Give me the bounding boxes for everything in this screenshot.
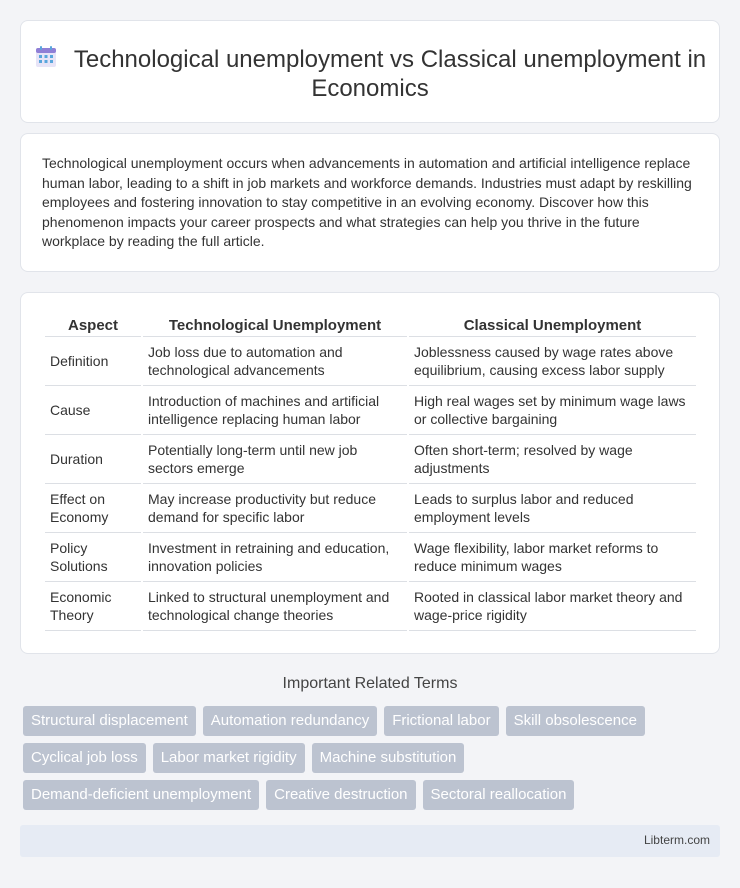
- cell-technological: Job loss due to automation and technological advancements: [143, 337, 407, 386]
- cell-aspect: Cause: [45, 386, 141, 435]
- calendar-icon: [34, 45, 58, 69]
- tag-frictional-labor[interactable]: Frictional labor: [384, 706, 498, 736]
- cell-classical: Rooted in classical labor market theory and wage-price rigidity: [409, 582, 696, 631]
- table-header-row: [45, 316, 696, 337]
- cell-aspect: Policy Solutions: [45, 533, 141, 582]
- table-row: [45, 533, 696, 582]
- cell-technological: Linked to structural unemployment and technological change theories: [143, 582, 407, 631]
- table-row: [45, 337, 696, 386]
- cell-technological: Introduction of machines and artificial intelligence replacing human labor: [143, 386, 407, 435]
- cell-classical: Joblessness caused by wage rates above equilibrium, causing excess labor supply: [409, 337, 696, 386]
- tag-row: [23, 780, 703, 810]
- table-row: [45, 386, 696, 435]
- cell-classical: Wage flexibility, labor market reforms to reduce minimum wages: [409, 533, 696, 582]
- cell-technological: Investment in retraining and education, innovation policies: [143, 533, 407, 582]
- footer-site-link[interactable]: Libterm.com: [643, 833, 710, 847]
- cell-classical: High real wages set by minimum wage laws or collective bargaining: [409, 386, 696, 435]
- page-title: Technological unemployment vs Classical unemployment in Economics: [73, 46, 707, 102]
- table-row: [45, 582, 696, 631]
- cell-technological: Potentially long-term until new job sectors emerge: [143, 435, 407, 484]
- tag-machine-substitution[interactable]: Machine substitution: [312, 743, 465, 773]
- cell-classical: Often short-term; resolved by wage adjustments: [409, 435, 696, 484]
- tag-labor-market-rigidity[interactable]: Labor market rigidity: [153, 743, 305, 773]
- tag-skill-obsolescence[interactable]: Skill obsolescence: [506, 706, 645, 736]
- intro-text: Technological unemployment occurs when advancements in automation and artificial intelligence replace human labor, leading to a shift in job markets and workforce demands. Industries must adapt by reskilling employees and fostering innovation to stay competitive in an evolving economy. Discover how this phenomenon impacts your career prospects and what strategies can help you thrive in the future workplace by reading the full article.: [42, 155, 692, 250]
- tag-creative-destruction[interactable]: Creative destruction: [266, 780, 415, 810]
- related-terms-list: [23, 706, 703, 817]
- cell-aspect: Definition: [45, 337, 141, 386]
- column-header-classical: Classical Unemployment: [409, 316, 696, 337]
- cell-aspect: Duration: [45, 435, 141, 484]
- tag-cyclical-job-loss[interactable]: Cyclical job loss: [23, 743, 146, 773]
- comparison-table: [43, 316, 698, 631]
- footer: [20, 825, 720, 857]
- table-row: [45, 484, 696, 533]
- tag-structural-displacement[interactable]: Structural displacement: [23, 706, 196, 736]
- cell-classical: Leads to surplus labor and reduced employment levels: [409, 484, 696, 533]
- tag-row: [23, 706, 703, 736]
- cell-aspect: Effect on Economy: [45, 484, 141, 533]
- cell-aspect: Economic Theory: [45, 582, 141, 631]
- column-header-technological: Technological Unemployment: [143, 316, 407, 337]
- related-terms-title: Important Related Terms: [282, 675, 458, 692]
- intro-card: [20, 133, 720, 272]
- column-header-aspect: Aspect: [45, 316, 141, 337]
- cell-technological: May increase productivity but reduce demand for specific labor: [143, 484, 407, 533]
- comparison-table-card: [20, 292, 720, 654]
- page-title-wrap: [21, 45, 719, 103]
- tag-sectoral-reallocation[interactable]: Sectoral reallocation: [423, 780, 575, 810]
- tag-automation-redundancy[interactable]: Automation redundancy: [203, 706, 377, 736]
- tag-demand-deficient-unemployment[interactable]: Demand-deficient unemployment: [23, 780, 259, 810]
- title-card: [20, 20, 720, 123]
- tag-row: [23, 743, 703, 773]
- table-row: [45, 435, 696, 484]
